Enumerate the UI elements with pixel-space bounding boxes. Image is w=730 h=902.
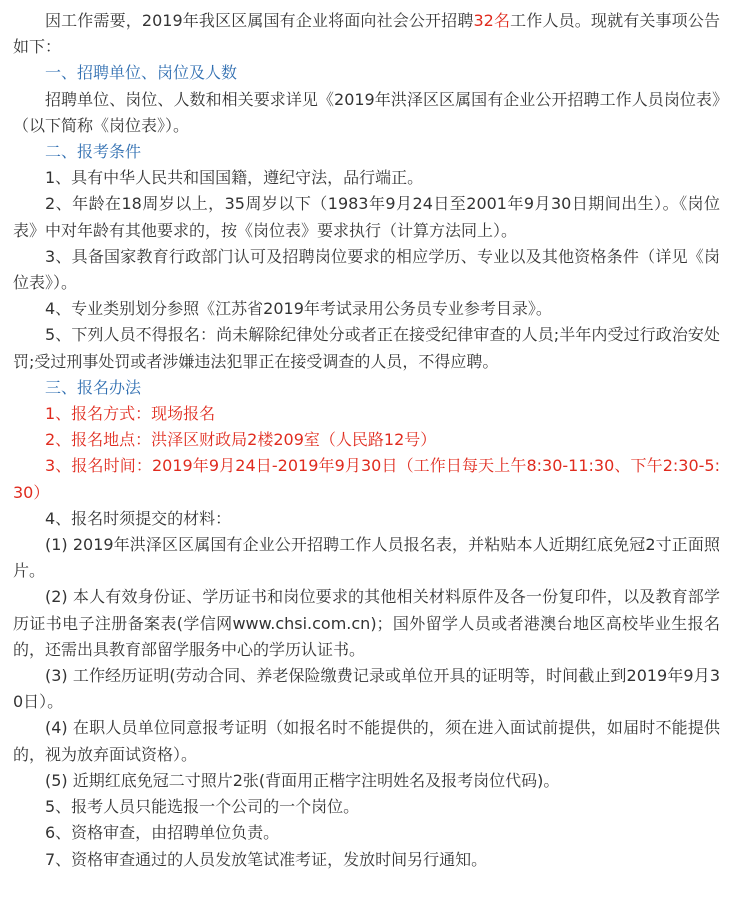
- requirement-item: 5、下列人员不得报名：尚未解除纪律处分或者正在接受纪律审查的人员;半年内受过行政治安处罚;受过刑事处罚或者涉嫌违法犯罪正在接受调查的人员，不得应聘。: [13, 325, 720, 371]
- requirement-item: 2、年龄在18周岁以上，35周岁以下（1983年9月24日至2001年9月30日期间出生）。《岗位表》中对年龄有其他要求的，按《岗位表》要求执行（计算方法同上）。: [13, 194, 720, 240]
- material-item: (2) 本人有效身份证、学历证书和岗位要求的其他相关材料原件及各一份复印件，以及教育部学历证书电子注册备案表(学信网www.chsi.com.cn)；国外留学人员或者港澳台地区高校毕业生报名的，还需出具教育部留学服务中心的学历认证书。: [13, 587, 720, 659]
- material-item: (4) 在职人员单位同意报考证明（如报名时不能提供的，须在进入面试前提供，如届时不能提供的，视为放弃面试资格）。: [13, 718, 720, 764]
- requirement-item: 4、专业类别划分参照《江苏省2019年考试录用公务员专业参考目录》。: [45, 299, 552, 319]
- section-heading-positions: 一、招聘单位、岗位及人数: [45, 63, 238, 83]
- intro-paragraph: 因工作需要，2019年我区区属国有企业将面向社会公开招聘32名工作人员。现就有关事项公告如下：: [13, 11, 720, 57]
- material-item: (3) 工作经历证明(劳动合同、养老保险缴费记录或单位开具的证明等，时间截止到2019年9月30日）。: [13, 666, 720, 712]
- material-item: (1) 2019年洪泽区区属国有企业公开招聘工作人员报名表，并粘贴本人近期红底免冠2寸正面照片。: [13, 535, 720, 581]
- registration-time: 3、报名时间：2019年9月24日-2019年9月30日（工作日每天上午8:30-11:30、下午2:30-5:30）: [13, 456, 720, 502]
- material-item: (5) 近期红底免冠二寸照片2张(背面用正楷字注明姓名及报考岗位代码)。: [45, 770, 560, 790]
- rule-item: 6、资格审查，由招聘单位负责。: [45, 823, 280, 843]
- materials-title: 4、报名时须提交的材料：: [45, 508, 232, 528]
- positions-paragraph: 招聘单位、岗位、人数和相关要求详见《2019年洪泽区区属国有企业公开招聘工作人员岗位表》（以下简称《岗位表》）。: [13, 89, 720, 135]
- requirement-item: 3、具备国家教育行政部门认可及招聘岗位要求的相应学历、专业以及其他资格条件（详见《岗位表》）。: [13, 246, 720, 293]
- rule-item: 7、资格审查通过的人员发放笔试准考证，发放时间另行通知。: [45, 849, 488, 869]
- registration-method: 1、报名方式：现场报名: [45, 404, 216, 424]
- recruit-count: 32名: [473, 11, 511, 30]
- section-heading-registration: 三、报名办法: [45, 377, 142, 397]
- rule-item: 5、报考人员只能选报一个公司的一个岗位。: [45, 797, 360, 817]
- section-heading-requirements: 二、报考条件: [45, 142, 142, 162]
- requirement-item: 1、具有中华人民共和国国籍，遵纪守法，品行端正。: [45, 168, 424, 188]
- registration-location: 2、报名地点：洪泽区财政局2楼209室（人民路12号）: [45, 430, 437, 450]
